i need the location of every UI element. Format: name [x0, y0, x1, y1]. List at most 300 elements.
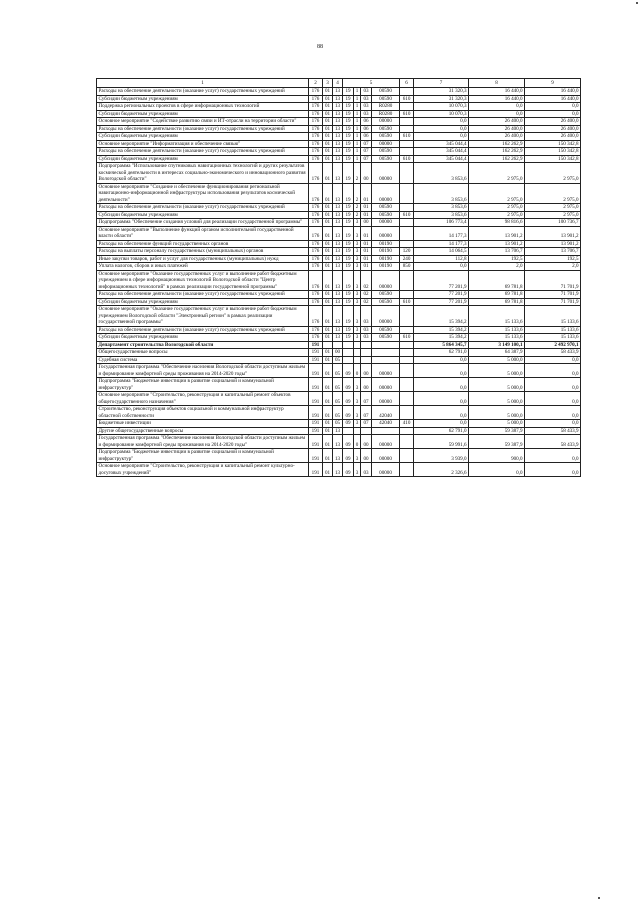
cell-c9: 71 701,9 — [525, 291, 581, 299]
cell-c3: 01 — [323, 125, 333, 133]
cell-c2: 176 — [309, 240, 323, 248]
cell-c5b: 3 — [354, 449, 361, 463]
cell-c4: 13 — [333, 133, 343, 141]
row-label: Основное мероприятие "Содействие развитию связи и ИТ-отрасли на территории области" — [97, 118, 309, 126]
cell-c5b: 3 — [354, 406, 361, 420]
cell-c5d — [372, 356, 400, 364]
cell-c6 — [400, 219, 414, 227]
cell-c9: 13 901,2 — [525, 226, 581, 240]
cell-c5c: 01 — [361, 211, 372, 219]
table-body — [97, 88, 581, 477]
row-label: Субсидии бюджетным учреждениям — [97, 334, 309, 342]
cell-c5b — [354, 349, 361, 357]
cell-c5c: 06 — [361, 118, 372, 126]
cell-c5a: 19 — [343, 263, 354, 271]
cell-c8: 5 000,0 — [469, 392, 525, 406]
cell-c2: 191 — [309, 356, 323, 364]
cell-c2: 191 — [309, 463, 323, 477]
cell-c2: 176 — [309, 148, 323, 156]
cell-c6 — [400, 341, 414, 349]
row-label: Подпрограмма "Обеспечение создания условий для реализации государственной программы" — [97, 219, 309, 227]
cell-c7: 62 791,0 — [414, 349, 469, 357]
cell-c8: 69 781,8 — [469, 270, 525, 291]
cell-c8: 0,0 — [469, 110, 525, 118]
cell-c9: 0,0 — [525, 449, 581, 463]
cell-c2: 191 — [309, 378, 323, 392]
cell-c5a — [343, 356, 354, 364]
row-label: Расходы на обеспечение деятельности (оказание услуг) государственных учреждений — [97, 291, 309, 299]
col-header: 9 — [525, 79, 581, 88]
cell-c7: 14 064,5 — [414, 248, 469, 256]
cell-c5c: 03 — [361, 463, 372, 477]
cell-c6 — [400, 140, 414, 148]
cell-c8: 5 000,0 — [469, 378, 525, 392]
cell-c5b: 3 — [354, 263, 361, 271]
cell-c6: 410 — [400, 420, 414, 428]
cell-c5a: 19 — [343, 211, 354, 219]
table-row — [97, 95, 581, 103]
table-row — [97, 298, 581, 306]
cell-c6: 240 — [400, 255, 414, 263]
cell-c6 — [400, 88, 414, 96]
cell-c2: 176 — [309, 125, 323, 133]
cell-c5a: 19 — [343, 248, 354, 256]
cell-c5c: 01 — [361, 204, 372, 212]
cell-c5d: 00190 — [372, 263, 400, 271]
cell-c5a: 19 — [343, 125, 354, 133]
cell-c7: 112,8 — [414, 255, 469, 263]
cell-c5b: 1 — [354, 103, 361, 111]
cell-c2: 191 — [309, 349, 323, 357]
cell-c9: 71 701,9 — [525, 270, 581, 291]
cell-c2: 191 — [309, 364, 323, 378]
cell-c5c: 00 — [361, 449, 372, 463]
cell-c3: 01 — [323, 427, 333, 435]
cell-c9: 150 342,8 — [525, 155, 581, 163]
cell-c5a: 09 — [343, 378, 354, 392]
cell-c2: 176 — [309, 95, 323, 103]
cell-c3: 01 — [323, 463, 333, 477]
table-row — [97, 270, 581, 291]
table-row — [97, 356, 581, 364]
cell-c5d: 00190 — [372, 240, 400, 248]
cell-c5a: 09 — [343, 420, 354, 428]
cell-c6 — [400, 118, 414, 126]
cell-c5a: 09 — [343, 449, 354, 463]
cell-c3: 01 — [323, 248, 333, 256]
cell-c3: 01 — [323, 110, 333, 118]
cell-c8: 3 149 100,1 — [469, 341, 525, 349]
cell-c5b: 3 — [354, 226, 361, 240]
row-label: Основное мероприятие "Выполнение функций органом исполнительной государственной власти области" — [97, 226, 309, 240]
table-row — [97, 449, 581, 463]
cell-c7: 345 044,4 — [414, 140, 469, 148]
cell-c9: 0,0 — [525, 392, 581, 406]
cell-c7: 0,0 — [414, 378, 469, 392]
cell-c8: 26 400,0 — [469, 133, 525, 141]
table-row — [97, 219, 581, 227]
cell-c3: 01 — [323, 88, 333, 96]
cell-c9: 58 433,9 — [525, 427, 581, 435]
cell-c3: 01 — [323, 103, 333, 111]
cell-c5a: 19 — [343, 133, 354, 141]
cell-c5c: 01 — [361, 248, 372, 256]
cell-c8: 0,0 — [469, 463, 525, 477]
row-label: Подпрограмма "Бюджетные инвестиции в развитие социальной и коммунальной инфраструктур" — [97, 378, 309, 392]
cell-c9: 150 342,8 — [525, 140, 581, 148]
cell-c5d: 00590 — [372, 88, 400, 96]
col-header: 7 — [414, 79, 469, 88]
cell-c4: 13 — [333, 140, 343, 148]
cell-c5b: 3 — [354, 463, 361, 477]
table-row — [97, 103, 581, 111]
cell-c2: 176 — [309, 204, 323, 212]
cell-c6 — [400, 291, 414, 299]
cell-c3: 01 — [323, 392, 333, 406]
cell-c3: 01 — [323, 435, 333, 449]
row-label: Основное мероприятие "Оказание государственных услуг и выполнение работ бюджетным учреждением Вологодской области "Электронный регион" в рамках реализации государственной программы" — [97, 306, 309, 327]
cell-c4 — [333, 341, 343, 349]
cell-c9: 16 440,0 — [525, 95, 581, 103]
row-label: Уплата налогов, сборов и иных платежей — [97, 263, 309, 271]
cell-c8: 69 781,8 — [469, 298, 525, 306]
cell-c8: 16 440,0 — [469, 95, 525, 103]
cell-c6 — [400, 392, 414, 406]
cell-c5a: 19 — [343, 306, 354, 327]
cell-c3: 01 — [323, 95, 333, 103]
cell-c9: 150 342,8 — [525, 148, 581, 156]
cell-c5b: 1 — [354, 118, 361, 126]
cell-c4: 13 — [333, 118, 343, 126]
cell-c5a: 19 — [343, 95, 354, 103]
cell-c3: 01 — [323, 298, 333, 306]
cell-c8: 15 133,6 — [469, 326, 525, 334]
cell-c5b: 3 — [354, 270, 361, 291]
row-label: Основное мероприятие "Строительство, реконструкция и капитальный ремонт культурно-досуговых учреждений" — [97, 463, 309, 477]
cell-c6 — [400, 349, 414, 357]
cell-c6: 610 — [400, 334, 414, 342]
cell-c5b: 3 — [354, 306, 361, 327]
table-row — [97, 204, 581, 212]
cell-c2: 191 — [309, 427, 323, 435]
cell-c3: 01 — [323, 211, 333, 219]
row-label: Подпрограмма "Бюджетные инвестиции в развитие социальной и коммунальной инфраструктур" — [97, 449, 309, 463]
cell-c5b: 3 — [354, 298, 361, 306]
table-row — [97, 88, 581, 96]
table-header-row — [97, 79, 581, 88]
cell-c3: 01 — [323, 378, 333, 392]
cell-c2: 176 — [309, 118, 323, 126]
cell-c4: 13 — [333, 219, 343, 227]
cell-c5a: 19 — [343, 226, 354, 240]
cell-c2: 176 — [309, 103, 323, 111]
cell-c6 — [400, 204, 414, 212]
cell-c6 — [400, 356, 414, 364]
cell-c8: 2 975,0 — [469, 211, 525, 219]
cell-c5a — [343, 427, 354, 435]
cell-c7: 0,0 — [414, 420, 469, 428]
cell-c3: 01 — [323, 140, 333, 148]
cell-c5d: 00000 — [372, 449, 400, 463]
cell-c5c: 06 — [361, 125, 372, 133]
cell-c5a: 19 — [343, 298, 354, 306]
cell-c3: 01 — [323, 420, 333, 428]
cell-c6: 120 — [400, 248, 414, 256]
cell-c9: 16 440,0 — [525, 88, 581, 96]
row-label: Расходы на обеспечение деятельности (оказание услуг) государственных учреждений — [97, 326, 309, 334]
row-label: Субсидии бюджетным учреждениям — [97, 95, 309, 103]
cell-c6 — [400, 103, 414, 111]
row-label: Расходы на обеспечение деятельности (оказание услуг) государственных учреждений — [97, 88, 309, 96]
cell-c5c: 07 — [361, 420, 372, 428]
cell-c4: 13 — [333, 449, 343, 463]
cell-c6: 850 — [400, 263, 414, 271]
cell-c5b — [354, 356, 361, 364]
cell-c6: 610 — [400, 211, 414, 219]
cell-c4: 13 — [333, 326, 343, 334]
row-label: Расходы на обеспечение деятельности (оказание услуг) государственных учреждений — [97, 125, 309, 133]
cell-c3: 01 — [323, 118, 333, 126]
table-row — [97, 163, 581, 184]
cell-c5a — [343, 349, 354, 357]
cell-c5d: 00590 — [372, 211, 400, 219]
cell-c5d: 42040 — [372, 420, 400, 428]
table-row — [97, 392, 581, 406]
cell-c2: 176 — [309, 133, 323, 141]
cell-c9: 2 975,0 — [525, 183, 581, 204]
row-label: Основное мероприятие "Строительство, реконструкция и капитальный ремонт объектов общегосударственного назначения" — [97, 392, 309, 406]
cell-c6: 610 — [400, 155, 414, 163]
cell-c5d: 00000 — [372, 140, 400, 148]
cell-c6: 610 — [400, 95, 414, 103]
cell-c4: 13 — [333, 95, 343, 103]
row-label: Субсидии бюджетным учреждениям — [97, 298, 309, 306]
cell-c7: 0,0 — [414, 263, 469, 271]
scan-mark — [636, 2, 638, 4]
table-row — [97, 155, 581, 163]
cell-c9: 0,0 — [525, 463, 581, 477]
cell-c5c: 01 — [361, 183, 372, 204]
cell-c5d: 00190 — [372, 248, 400, 256]
cell-c2: 191 — [309, 406, 323, 420]
row-label: Подпрограмма "Использование спутниковых навигационных технологий и других результатов космической деятельности в интересах социально-экономического и инновационного развития Вологодской области" — [97, 163, 309, 184]
cell-c5d: 00590 — [372, 204, 400, 212]
cell-c7: 0,0 — [414, 133, 469, 141]
table-row — [97, 378, 581, 392]
cell-c2: 176 — [309, 155, 323, 163]
cell-c4: 13 — [333, 291, 343, 299]
cell-c5a: 09 — [343, 463, 354, 477]
cell-c6 — [400, 226, 414, 240]
cell-c4: 05 — [333, 392, 343, 406]
cell-c4: 13 — [333, 155, 343, 163]
cell-c2: 176 — [309, 306, 323, 327]
cell-c9: 71 701,9 — [525, 298, 581, 306]
cell-c5a: 19 — [343, 219, 354, 227]
cell-c5c: 00 — [361, 219, 372, 227]
cell-c2: 191 — [309, 341, 323, 349]
cell-c5b: 2 — [354, 183, 361, 204]
cell-c7: 15 394,2 — [414, 306, 469, 327]
row-label: Субсидии бюджетным учреждениям — [97, 211, 309, 219]
table-row — [97, 240, 581, 248]
cell-c5a: 19 — [343, 240, 354, 248]
cell-c3: 01 — [323, 226, 333, 240]
cell-c9: 0,0 — [525, 378, 581, 392]
cell-c7: 0,0 — [414, 125, 469, 133]
cell-c7: 77 201,9 — [414, 270, 469, 291]
col-header: 4 — [333, 79, 343, 88]
cell-c5c: 03 — [361, 326, 372, 334]
cell-c5b: 1 — [354, 110, 361, 118]
cell-c5a: 19 — [343, 270, 354, 291]
cell-c7: 14 177,3 — [414, 240, 469, 248]
cell-c3: 01 — [323, 155, 333, 163]
cell-c5c: 01 — [361, 255, 372, 263]
cell-c8: 5 000,0 — [469, 356, 525, 364]
cell-c8: 59 387,9 — [469, 435, 525, 449]
table-row — [97, 133, 581, 141]
row-label: Другие общегосударственные вопросы — [97, 427, 309, 435]
cell-c8: 162 262,9 — [469, 155, 525, 163]
cell-c3: 01 — [323, 349, 333, 357]
cell-c5d: 00000 — [372, 226, 400, 240]
col-header: 3 — [323, 79, 333, 88]
table-row — [97, 420, 581, 428]
cell-c5d: 00000 — [372, 183, 400, 204]
cell-c3: 01 — [323, 204, 333, 212]
table-row — [97, 463, 581, 477]
cell-c5b: 1 — [354, 88, 361, 96]
cell-c8: 2 975,0 — [469, 204, 525, 212]
cell-c4: 13 — [333, 334, 343, 342]
table-row — [97, 341, 581, 349]
cell-c3: 01 — [323, 148, 333, 156]
cell-c6 — [400, 240, 414, 248]
cell-c9: 2,0 — [525, 263, 581, 271]
cell-c2: 176 — [309, 248, 323, 256]
cell-c4: 13 — [333, 298, 343, 306]
cell-c5d: 00000 — [372, 270, 400, 291]
cell-c8: 5 000,0 — [469, 420, 525, 428]
col-header: 8 — [469, 79, 525, 88]
table-row — [97, 183, 581, 204]
cell-c7: 10 070,3 — [414, 110, 469, 118]
row-label: Расходы на обеспечение деятельности (оказание услуг) государственных учреждений — [97, 148, 309, 156]
cell-c9: 2 975,0 — [525, 211, 581, 219]
table-row — [97, 226, 581, 240]
cell-c5c — [361, 341, 372, 349]
table-row — [97, 326, 581, 334]
cell-c5c: 07 — [361, 406, 372, 420]
cell-c5c: 03 — [361, 334, 372, 342]
row-label: Бюджетные инвестиции — [97, 420, 309, 428]
cell-c5d: 00590 — [372, 133, 400, 141]
cell-c6 — [400, 270, 414, 291]
cell-c8: 192,5 — [469, 255, 525, 263]
cell-c5d: 00000 — [372, 378, 400, 392]
cell-c4: 05 — [333, 420, 343, 428]
table-row — [97, 427, 581, 435]
cell-c9: 192,5 — [525, 255, 581, 263]
cell-c5d: 00590 — [372, 148, 400, 156]
cell-c2: 191 — [309, 449, 323, 463]
col-header: 6 — [400, 79, 414, 88]
cell-c9: 58 433,9 — [525, 435, 581, 449]
cell-c5c: 02 — [361, 291, 372, 299]
cell-c6: 610 — [400, 133, 414, 141]
cell-c5c: 03 — [361, 88, 372, 96]
cell-c3: 01 — [323, 306, 333, 327]
cell-c7: 0,0 — [414, 356, 469, 364]
cell-c5c: 00 — [361, 435, 372, 449]
cell-c5c — [361, 356, 372, 364]
cell-c5c — [361, 349, 372, 357]
cell-c8: 2 975,0 — [469, 163, 525, 184]
cell-c9: 15 133,6 — [525, 334, 581, 342]
cell-c8: 162 262,9 — [469, 148, 525, 156]
cell-c6 — [400, 125, 414, 133]
cell-c7: 10 070,3 — [414, 103, 469, 111]
cell-c9: 0,0 — [525, 420, 581, 428]
cell-c7: 15 394,2 — [414, 326, 469, 334]
cell-c9: 13 901,2 — [525, 240, 581, 248]
budget-table-sheet — [96, 78, 580, 477]
cell-c5d: 00000 — [372, 118, 400, 126]
cell-c8: 5 000,0 — [469, 406, 525, 420]
row-label: Общегосударственные вопросы — [97, 349, 309, 357]
cell-c5c — [361, 427, 372, 435]
cell-c8: 162 262,9 — [469, 140, 525, 148]
cell-c4: 13 — [333, 204, 343, 212]
cell-c2: 176 — [309, 211, 323, 219]
cell-c5d: 00590 — [372, 326, 400, 334]
row-label: Основное мероприятие "Информатизация и обеспечение связью" — [97, 140, 309, 148]
cell-c5b: 1 — [354, 140, 361, 148]
cell-c4: 13 — [333, 110, 343, 118]
cell-c2: 176 — [309, 183, 323, 204]
cell-c8: 13 706,7 — [469, 248, 525, 256]
cell-c4: 13 — [333, 240, 343, 248]
cell-c4: 13 — [333, 463, 343, 477]
page-number: 88 — [317, 44, 323, 50]
cell-c5a: 19 — [343, 204, 354, 212]
cell-c7: 77 201,9 — [414, 298, 469, 306]
cell-c8: 26 400,0 — [469, 125, 525, 133]
cell-c5c: 07 — [361, 148, 372, 156]
cell-c7: 14 177,3 — [414, 226, 469, 240]
row-label: Департамент строительства Вологодской области — [97, 341, 309, 349]
table-row — [97, 110, 581, 118]
cell-c9: 0,0 — [525, 356, 581, 364]
cell-c5d: 00590 — [372, 125, 400, 133]
cell-c5b: 1 — [354, 155, 361, 163]
table-row — [97, 406, 581, 420]
cell-c6: 610 — [400, 110, 414, 118]
cell-c5c: 01 — [361, 240, 372, 248]
cell-c5c: 03 — [361, 306, 372, 327]
cell-c3: 01 — [323, 364, 333, 378]
cell-c5b: 3 — [354, 291, 361, 299]
cell-c3 — [323, 341, 333, 349]
row-label: Поддержка региональных проектов в сфере информационных технологий — [97, 103, 309, 111]
cell-c5d: 00000 — [372, 463, 400, 477]
cell-c5b: 3 — [354, 248, 361, 256]
cell-c5a: 19 — [343, 334, 354, 342]
cell-c4: 13 — [333, 270, 343, 291]
table-row — [97, 334, 581, 342]
cell-c6 — [400, 306, 414, 327]
